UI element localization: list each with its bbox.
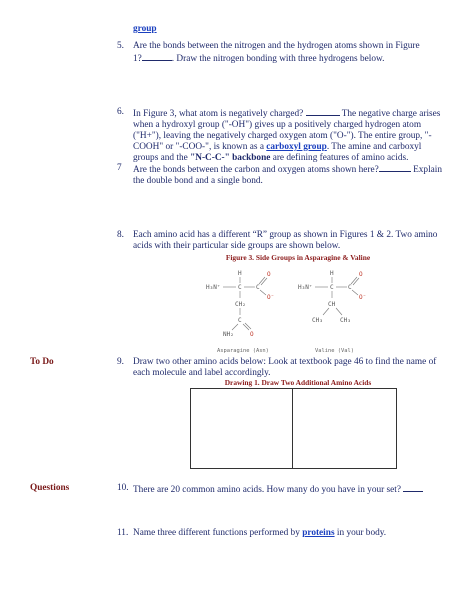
val-ch3-right: CH₃ <box>340 317 351 324</box>
q8-line2: acids with their particular side groups are shown below. <box>133 241 341 251</box>
asn-ch2: CH₂ <box>235 301 246 308</box>
val-c-alpha: C <box>330 284 334 291</box>
q8-line1: Each amino acid has a different “R” group as shown in Figures 1 & 2. Two amino <box>133 230 438 240</box>
asparagine-label: Asparagine (Asn) <box>217 348 269 354</box>
q6-backbone-bold: "N-C-C-" backbone <box>190 153 271 163</box>
carboxyl-group-link[interactable]: carboxyl group <box>266 142 327 152</box>
figure3-molecules <box>195 264 385 356</box>
drawing-cell-left[interactable] <box>191 389 293 468</box>
q7-line1 <box>133 163 463 176</box>
asn-o-side: O <box>250 331 254 338</box>
asn-h3n: H₃N⁺ <box>206 284 221 291</box>
q8-text <box>133 230 463 252</box>
q6-number: 6. <box>117 107 124 117</box>
val-ch3-left: CH₃ <box>312 317 323 324</box>
q6-line1-a: In Figure 3, what atom is negatively charged? <box>133 109 304 119</box>
asn-o-top: O <box>267 271 271 278</box>
q9-line2: each molecule and label accordingly. <box>133 368 271 378</box>
q5-text <box>133 41 463 65</box>
q7-text <box>133 163 463 187</box>
q6-line4-b: . The amine and carboxyl <box>326 142 422 152</box>
q8-number: 8. <box>117 230 124 240</box>
q6-line1-b: The negative charge arises <box>339 109 441 119</box>
val-o-minus: O⁻ <box>359 294 367 301</box>
val-h3n: H₃N⁺ <box>298 284 313 291</box>
q6-line5-a: groups and the <box>133 153 191 163</box>
q11-text-b: in your body. <box>334 528 387 538</box>
valine-label: Valine (Val) <box>315 348 354 354</box>
q5-line1: Are the bonds between the nitrogen and the hydrogen atoms shown in Figure <box>133 41 420 51</box>
asn-c-carboxyl: C <box>256 284 260 291</box>
drawing-table <box>190 388 397 469</box>
proteins-link[interactable]: proteins <box>302 528 335 538</box>
asn-o-minus: O⁻ <box>267 294 275 301</box>
q7-answer-blank[interactable] <box>379 163 411 172</box>
q6-line4 <box>133 142 463 153</box>
asn-nh2: NH₂ <box>223 331 234 338</box>
q5-line2-b: . Draw the nitrogen bonding with three hydrogens below. <box>171 54 385 64</box>
val-ch: CH <box>328 301 336 308</box>
q5-line2-a: 1? <box>133 54 142 64</box>
questions-side-label: Questions <box>30 483 70 493</box>
figure3-caption: Figure 3. Side Groups in Asparagine & Valine <box>225 253 371 262</box>
q5-number: 5. <box>117 41 124 51</box>
val-c-carboxyl: C <box>348 284 352 291</box>
q10-answer-blank[interactable] <box>403 483 423 492</box>
val-o-top: O <box>359 271 363 278</box>
q6-line1 <box>133 107 463 120</box>
q9-text <box>133 357 463 379</box>
asn-c-side: C <box>238 317 242 324</box>
q5-line2 <box>133 52 463 65</box>
q10-number: 10. <box>117 483 129 493</box>
group-link-text[interactable]: group <box>133 24 157 34</box>
q10-question: There are 20 common amino acids. How many do you have in your set? <box>133 485 401 495</box>
q9-line1: Draw two other amino acids below: Look at textbook page 46 to find the name of <box>133 357 437 367</box>
drawing-cell-right[interactable] <box>293 389 396 468</box>
q10-text <box>133 483 463 496</box>
q5-answer-blank[interactable] <box>142 52 172 61</box>
drawing1-caption: Drawing 1. Draw Two Additional Amino Acids <box>224 378 372 387</box>
q11-text-a: Name three different functions performed by <box>133 528 303 538</box>
asparagine-structure <box>206 270 274 354</box>
val-h: H <box>330 270 334 277</box>
q6-line3: ("H+"), leaving the negatively charged oxygen atom ("O-"). The entire group, "- <box>133 131 432 141</box>
q7-line1-b: Explain <box>410 165 443 175</box>
q6-answer-blank[interactable] <box>306 107 340 116</box>
q9-number: 9. <box>117 357 124 367</box>
valine-structure <box>298 270 366 354</box>
asn-h: H <box>238 270 242 277</box>
todo-side-label: To Do <box>30 357 54 367</box>
q7-number: 7 <box>117 163 122 173</box>
q11-text <box>133 528 463 539</box>
q11-number: 11. <box>117 528 129 538</box>
q6-line4-a: COOH" or "-COO-", is known as a <box>133 142 267 152</box>
q6-text <box>133 107 463 164</box>
group-link[interactable] <box>133 24 157 35</box>
asn-c-alpha: C <box>238 284 242 291</box>
q6-line2: when a hydroxyl group ("-OH") gives up a positively charged hydrogen atom <box>133 120 422 130</box>
q6-line5-b: are defining features of amino acids. <box>270 153 409 163</box>
q7-line2: the double bond and a single bond. <box>133 176 263 186</box>
q7-line1-a: Are the bonds between the carbon and oxygen atoms shown here? <box>133 165 379 175</box>
